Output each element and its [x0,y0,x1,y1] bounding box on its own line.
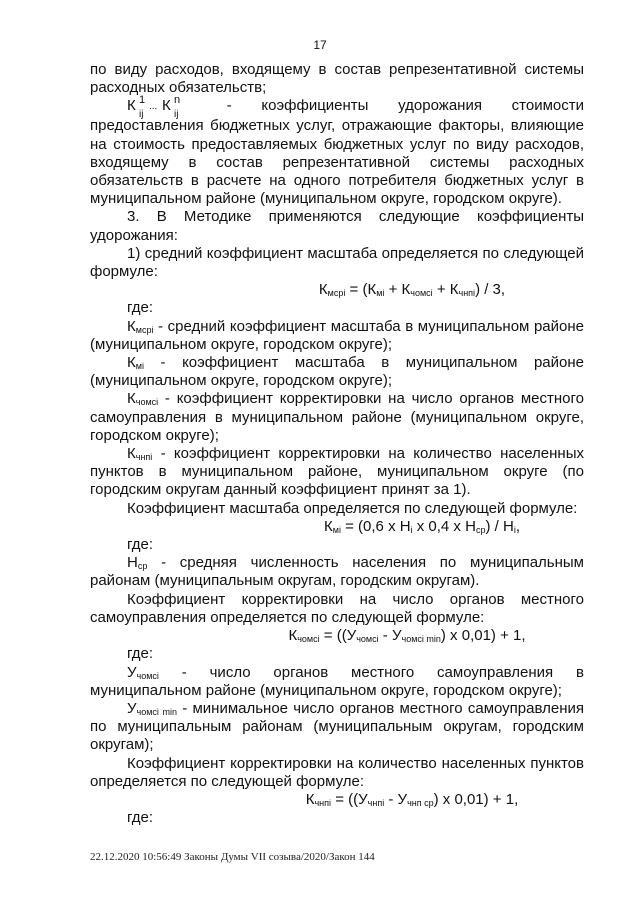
paragraph: 3. В Методике применяются следующие коэффициенты удорожания: [90,208,584,244]
where-label: где: [127,809,154,827]
kij-symbol: К 1 ij ... К n ij [127,94,181,121]
definition: $К_{мсрi}$ - средний коэффициент масштаба в муниципальном районе (муниципальном округе, городском округе); [90,317,584,353]
formula-3: $К_{чомсi} = ((У_{чомсi} - У_{чомсi min})$ x 0,01) + 1, [288,627,526,645]
paragraph-kij: К 1 ij ... К n ij - коэффициенты удорожания стоимости [127,94,584,121]
paragraph: предоставления бюджетных услуг, отражающие факторы, влияющие на стоимость предоставляемых бюджетных услуг по виду расходов, входящему в состав репрезентативной системы расходных обязательств в расчете на одного потребителя бюджетных услуг в муниципальном районе (муниципальном округе, городском округе). [90,117,584,208]
page-number: 17 [313,38,327,52]
formula-2: $К_{мi} = (0,6$ x $Н_i$ x 0,4 x $Н_{ср}) / Н_i$, [324,517,520,535]
where-label: где: [127,536,154,554]
definition: $К_{чнпi}$ - коэффициент корректировки на количество населенных пунктов в муниципальном районе, муниципальном округе (по городским округам данный коэффициент принят за 1). [90,445,584,499]
footer-stamp: 22.12.2020 10:56:49 Законы Думы VII созыва/2020/Закон 144 [90,851,375,863]
paragraph: 1) средний коэффициент масштаба определяется по следующей формуле: [90,244,584,281]
definition: $К_{мi}$ - коэффициент масштаба в муниципальном районе (муниципальном округе, городском округе); [90,354,584,390]
paragraph: Коэффициент корректировки на число органов местного самоуправления определяется по следующей формуле: [90,590,584,626]
paragraph: Коэффициент масштаба определяется по следующей формуле: [127,499,578,517]
document-body [90,61,584,827]
paragraph-line: по виду расходов, входящему в состав репрезентативной системы [90,61,584,78]
definition: $У_{чомсi}$ - число органов местного самоуправления в муниципальном районе (муниципальном округе, городском округе); [90,663,584,699]
definition: $У_{чомсi min}$ - минимальное число органов местного самоуправления по муниципальным районам (муниципальным округам, городским округам); [90,699,584,754]
definition: $Н_{ср}$ - средняя численность населения по муниципальным районам (муниципальным округам, городским округам). [90,554,584,590]
formula-4: $К_{чнпi} = ((У_{чнпi} - У_{чнп ср})$ x 0,01) + 1, [305,790,519,808]
paragraph: Коэффициент корректировки на количество населенных пунктов определяется по следующей формуле: [90,754,584,790]
where-label: где: [127,645,154,663]
formula-1: $К_{мсрi} = (К_{мi} + К_{чомсi} + К_{чнпi}) / 3$, [318,281,506,299]
where-label: где: [127,299,154,317]
definition: $К_{чомсi}$ - коэффициент корректировки на число органов местного самоуправления в муниципальном районе (муниципальном округе, городском округе); [90,390,584,444]
paragraph-line: расходных обязательств; [90,79,267,97]
